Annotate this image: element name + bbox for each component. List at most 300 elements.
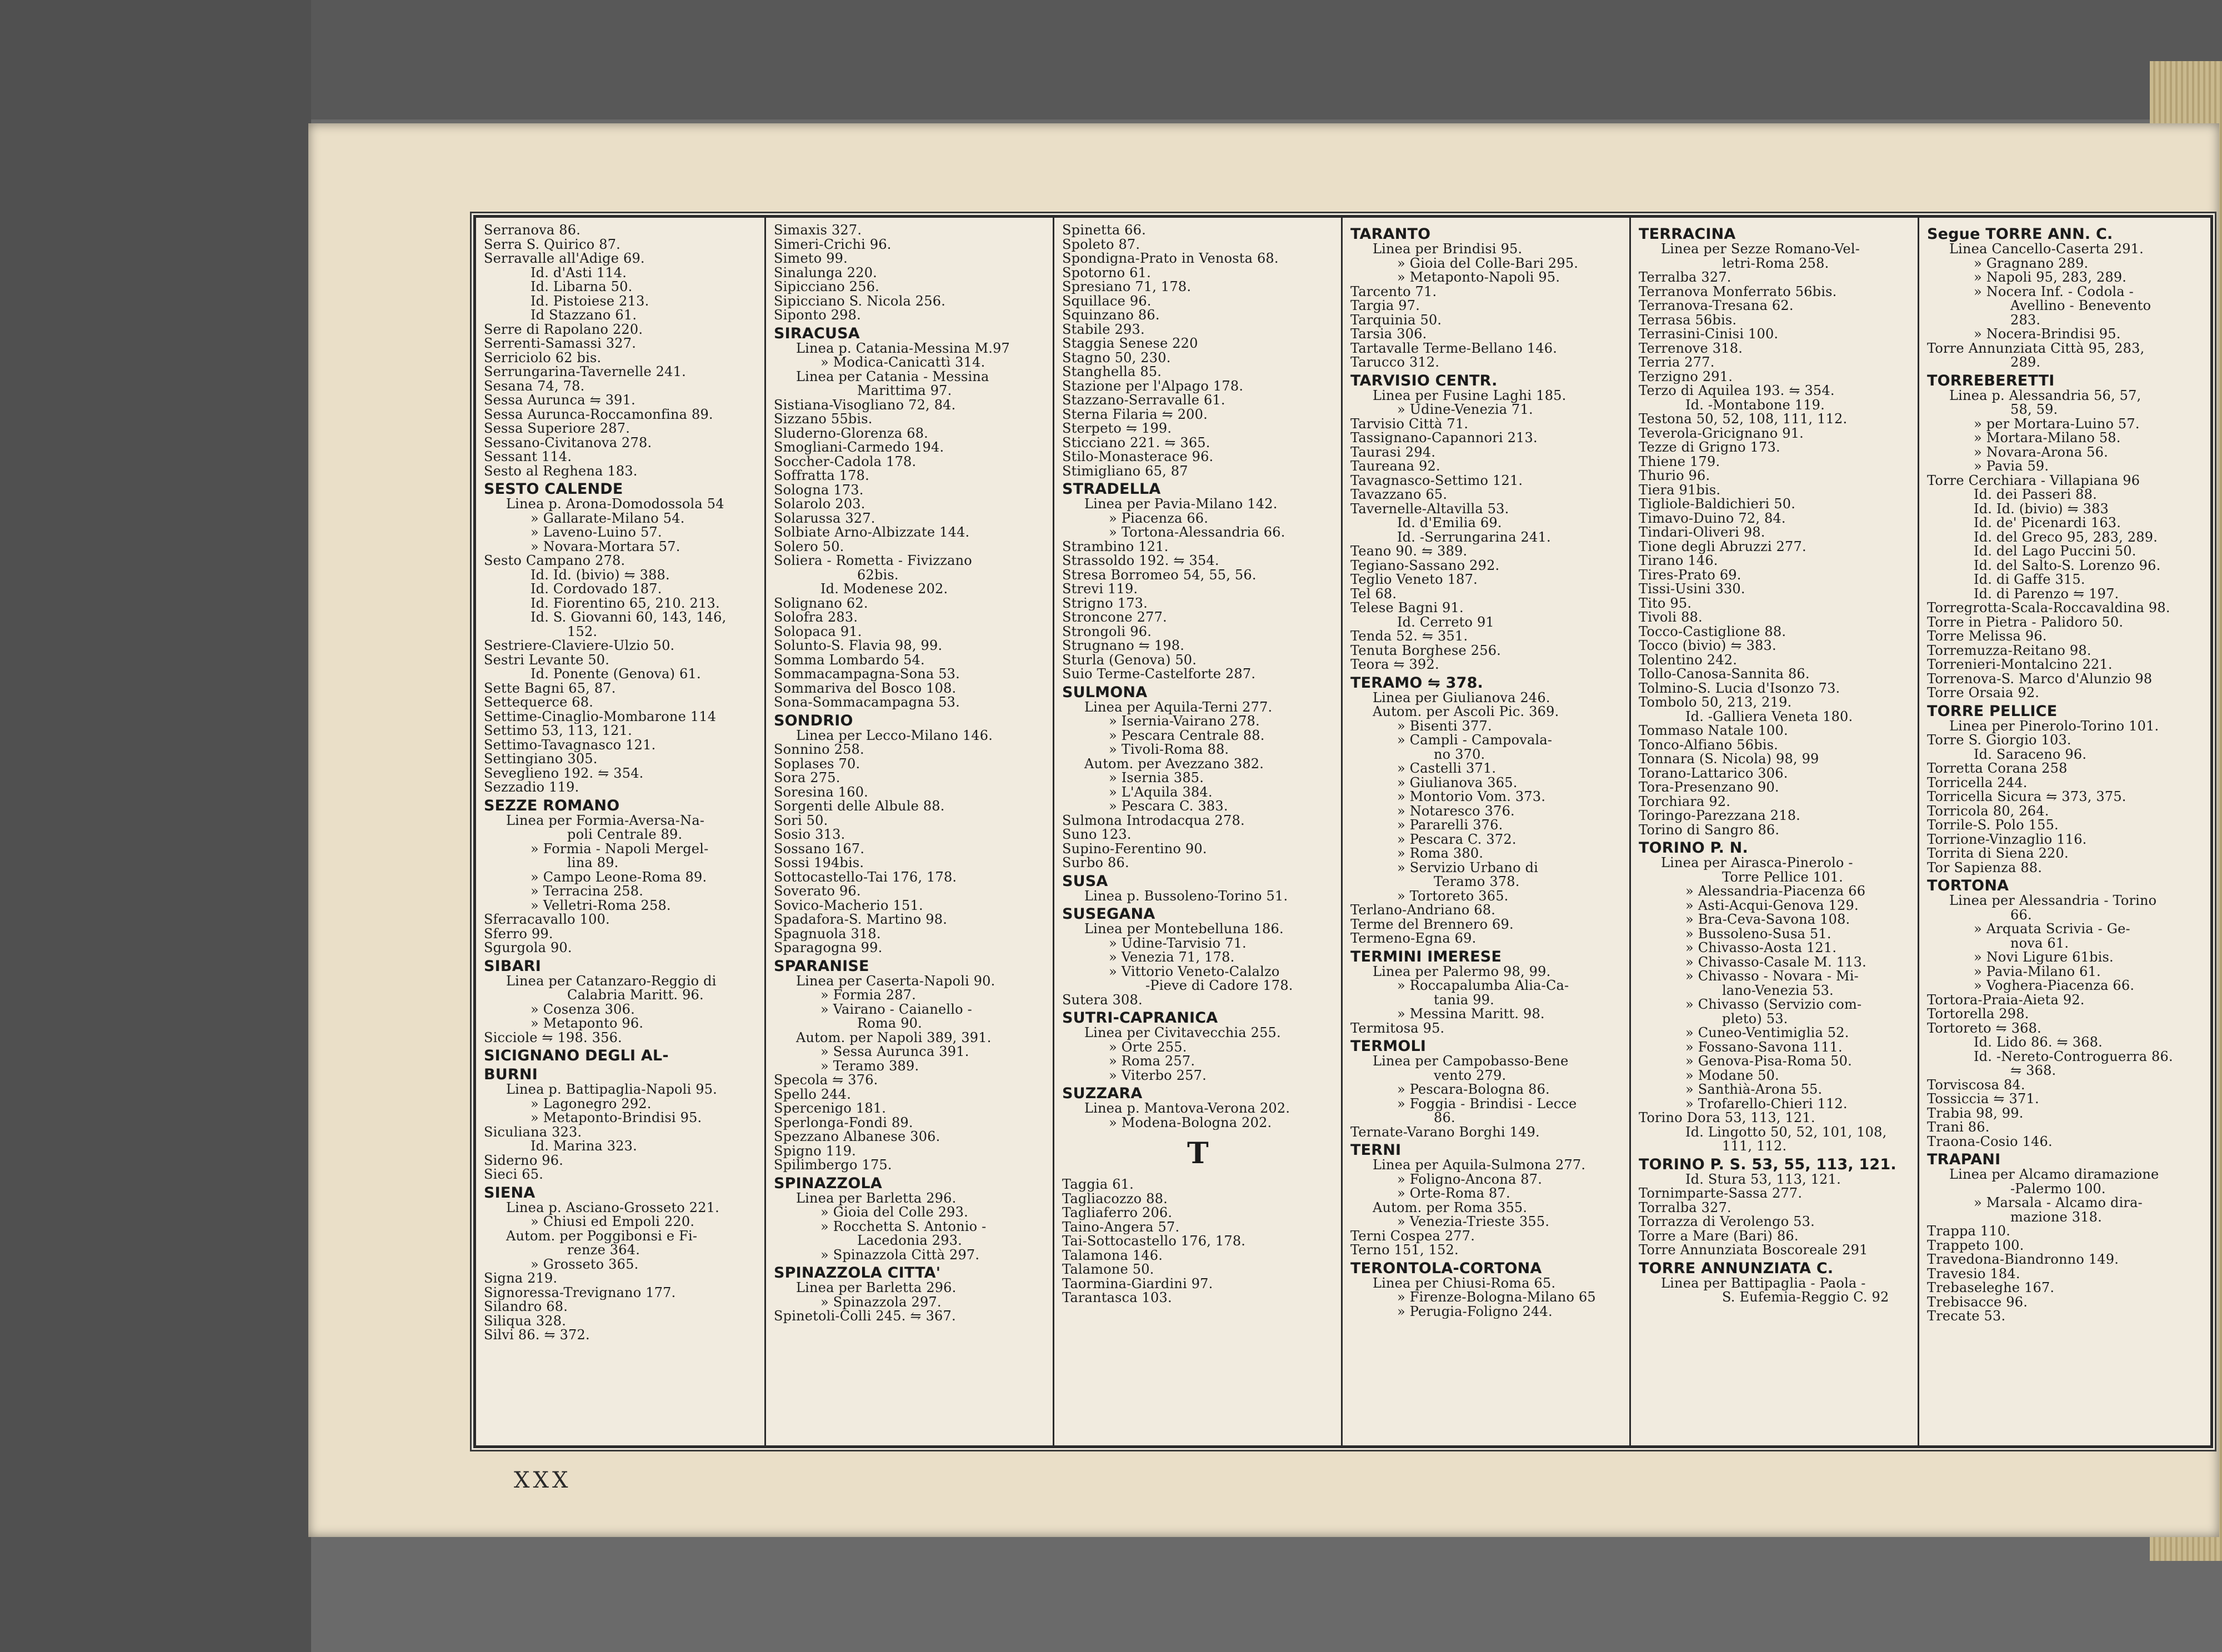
sub-entry: » Modena-Bologna 202. <box>1109 1115 1272 1130</box>
index-entry: Tito 95. <box>1639 596 1692 610</box>
sub-entry: » Metaponto 96. <box>531 1017 644 1031</box>
index-entry: Tenuta Borghese 256. <box>1350 643 1502 658</box>
background-top <box>0 0 2222 119</box>
index-entry: Torre S. Giorgio 103. <box>1927 733 2071 748</box>
sub-entry: Id. Fiorentino 65, 210. 213. <box>531 596 720 610</box>
sub-entry: Id. Pistoiese 213. <box>531 294 649 308</box>
continuation-line: Teramo 378. <box>1434 875 1520 889</box>
index-entry: Torregrotta-Scala-Roccavaldina 98. <box>1927 601 2170 615</box>
index-entry: Sterna Filaria ⇋ 200. <box>1062 407 1208 422</box>
index-entry: Spresiano 71, 178. <box>1062 280 1192 294</box>
sub-entry: » Udine-Tarvisio 71. <box>1109 936 1247 950</box>
continuation-line: lina 89. <box>567 856 619 870</box>
sub-entry: Id. -Serrungarina 241. <box>1397 530 1551 544</box>
index-entry: Terme del Brennero 69. <box>1350 917 1514 932</box>
line-entry: Linea per Formia-Aversa-Na- <box>506 813 705 828</box>
index-entry: Soverato 96. <box>774 884 861 899</box>
index-entry: Tenda 52. ⇋ 351. <box>1350 629 1468 644</box>
index-entry: Sicciole ⇋ 198. 356. <box>484 1030 622 1045</box>
index-entry: Spinetoli-Colli 245. ⇋ 367. <box>774 1309 956 1324</box>
line-entry: Linea per Civitavecchia 255. <box>1084 1026 1281 1040</box>
line-entry: Linea p. Bussoleno-Torino 51. <box>1084 889 1288 903</box>
sub-entry: » Bussoleno-Susa 51. <box>1685 927 1831 941</box>
line-entry: Linea per Aquila-Terni 277. <box>1084 700 1273 714</box>
index-entry: Thurio 96. <box>1639 469 1710 483</box>
line-entry: Linea per Barletta 296. <box>796 1281 957 1295</box>
index-entry: Sturla (Genova) 50. <box>1062 653 1197 667</box>
index-entry: Tarcento 71. <box>1350 284 1437 299</box>
sub-entry: » Chivasso-Casale M. 113. <box>1685 955 1866 969</box>
index-entry: Strigno 173. <box>1062 596 1148 610</box>
index-entry: Sipicciano 256. <box>774 280 879 294</box>
line-entry: Linea per Brindisi 95. <box>1373 242 1523 257</box>
continuation-line: Avellino - Benevento <box>2010 299 2151 313</box>
continuation-line: tania 99. <box>1434 993 1494 1007</box>
index-entry: Surbo 86. <box>1062 856 1129 870</box>
index-column-1 <box>476 218 764 1445</box>
sub-entry: » Fossano-Savona 111. <box>1685 1040 1843 1054</box>
section-heading: TERNI <box>1350 1142 1402 1158</box>
section-heading: SPINAZZOLA <box>774 1175 882 1192</box>
index-entry: Stazzano-Serravalle 61. <box>1062 393 1225 408</box>
index-entry: Squillace 96. <box>1062 294 1152 308</box>
index-entry: Strassoldo 192. ⇋ 354. <box>1062 554 1219 568</box>
sub-entry: » Rocchetta S. Antonio - <box>820 1219 987 1234</box>
sub-entry: » Terracina 258. <box>531 884 644 899</box>
line-entry: Linea per Battipaglia - Paola - <box>1661 1276 1866 1290</box>
sub-entry: » Mortara-Milano 58. <box>1974 431 2121 445</box>
sub-entry: » Velletri-Roma 258. <box>531 898 671 913</box>
section-heading: TORINO P. N. <box>1639 840 1748 856</box>
sub-entry: » Foligno-Ancona 87. <box>1397 1172 1543 1187</box>
index-entry: Timavo-Duino 72, 84. <box>1639 511 1786 525</box>
line-entry: Linea per Chiusi-Roma 65. <box>1373 1276 1556 1290</box>
sub-entry: » Asti-Acqui-Genova 129. <box>1685 898 1859 913</box>
section-heading: TORRE PELLICE <box>1927 703 2058 719</box>
index-entry: Sessano-Civitanova 278. <box>484 435 652 450</box>
index-entry: Tarsia 306. <box>1350 327 1427 342</box>
section-heading: TERRACINA <box>1639 226 1736 242</box>
index-entry: Solunto-S. Flavia 98, 99. <box>774 639 943 653</box>
index-column-3 <box>1053 218 1340 1445</box>
index-entry: Settingiano 305. <box>484 752 598 767</box>
continuation-line: mazione 318. <box>2010 1210 2102 1224</box>
index-entry: Solarolo 203. <box>774 497 865 512</box>
index-entry: Serrungarina-Tavernelle 241. <box>484 365 686 379</box>
sub-entry: » Orte-Roma 87. <box>1397 1187 1510 1201</box>
index-entry: Taurasi 294. <box>1350 445 1436 459</box>
continuation-line: renze 364. <box>567 1243 640 1258</box>
index-entry: Sferro 99. <box>484 927 553 941</box>
sub-entry: Id. Libarna 50. <box>531 280 633 294</box>
line-entry: Linea p. Battipaglia-Napoli 95. <box>506 1083 718 1097</box>
index-entry: Tigliole-Baldichieri 50. <box>1639 497 1796 512</box>
sub-entry: » Gragnano 289. <box>1974 256 2089 271</box>
continuation-line: S. Eufemia-Reggio C. 92 <box>1722 1290 1889 1305</box>
index-entry: Tortorella 298. <box>1927 1007 2029 1022</box>
index-entry: Spello 244. <box>774 1087 852 1102</box>
index-entry: Settimo 53, 113, 121. <box>484 724 632 738</box>
section-heading: TARVISIO CENTR. <box>1350 372 1498 389</box>
continuation-line: Lacedonia 293. <box>857 1234 963 1248</box>
page-folio: XXX <box>514 1468 572 1493</box>
index-entry: Serra S. Quirico 87. <box>484 237 621 252</box>
index-entry: Torviscosa 84. <box>1927 1078 2025 1092</box>
sub-entry: » Metaponto-Brindisi 95. <box>531 1111 702 1125</box>
index-entry: Sosio 313. <box>774 828 845 842</box>
sub-entry: » Orte 255. <box>1109 1040 1187 1054</box>
sub-entry: Id. Lingotto 50, 52, 101, 108, <box>1685 1125 1887 1139</box>
index-entry: Torremuzza-Reitano 98. <box>1927 643 2091 658</box>
index-entry: Siculiana 323. <box>484 1125 582 1139</box>
sub-entry: Id. Id. (bivio) ⇋ 383 <box>1974 502 2109 516</box>
index-entry: Tartavalle Terme-Bellano 146. <box>1350 341 1558 356</box>
line-entry: Linea per Alessandria - Torino <box>1949 894 2157 908</box>
continuation-line: 62bis. <box>857 568 899 582</box>
sub-entry: » Trofarello-Chieri 112. <box>1685 1097 1848 1111</box>
sub-entry: » Pescara C. 372. <box>1397 832 1517 847</box>
index-entry: Sgurgola 90. <box>484 941 572 955</box>
sub-entry: » Chiusi ed Empoli 220. <box>531 1215 695 1229</box>
index-entry: Seveglieno 192. ⇋ 354. <box>484 766 644 780</box>
index-entry: Stanghella 85. <box>1062 365 1162 379</box>
index-entry: Tocco (bivio) ⇋ 383. <box>1639 639 1776 653</box>
index-entry: Tires-Prato 69. <box>1639 568 1741 582</box>
sub-entry: Id. Saraceno 96. <box>1974 747 2087 762</box>
index-entry: Settimo-Tavagnasco 121. <box>484 738 656 752</box>
index-entry: Teglio Veneto 187. <box>1350 573 1478 587</box>
sub-entry: Id Stazzano 61. <box>531 308 637 323</box>
index-entry: Torre Annunziata Città 95, 283, <box>1927 341 2145 356</box>
index-entry: Targia 97. <box>1350 299 1420 313</box>
sub-entry: Id. del Salto-S. Lorenzo 96. <box>1974 558 2161 573</box>
line-entry: Linea per Aquila-Sulmona 277. <box>1373 1158 1586 1173</box>
section-heading: TORREBERETTI <box>1927 372 2055 389</box>
section-heading: SULMONA <box>1062 684 1148 700</box>
continuation-line: Torre Pellice 101. <box>1722 870 1843 884</box>
index-entry: Settequerce 68. <box>484 695 594 710</box>
index-entry: Staggia Senese 220 <box>1062 337 1198 351</box>
index-entry: Strongoli 96. <box>1062 624 1152 639</box>
index-entry: Tonco-Alfiano 56bis. <box>1639 738 1778 752</box>
sub-entry: » Servizio Urbano di <box>1397 860 1539 875</box>
index-entry: Serre di Rapolano 220. <box>484 322 643 337</box>
index-entry: Terralba 327. <box>1639 271 1731 285</box>
line-entry: Linea per Pinerolo-Torino 101. <box>1949 719 2159 733</box>
index-entry: Sistiana-Visogliano 72, 84. <box>774 398 956 412</box>
line-entry: Autom. per Avezzano 382. <box>1084 757 1264 771</box>
index-entry: Serranova 86. <box>484 223 581 238</box>
index-entry: Telese Bagni 91. <box>1350 601 1464 615</box>
sub-entry: » Metaponto-Napoli 95. <box>1397 271 1560 285</box>
index-entry: Tagliacozzo 88. <box>1062 1192 1168 1206</box>
sub-entry: » per Mortara-Luino 57. <box>1974 417 2140 431</box>
sub-entry: Id. di Parenzo ⇋ 197. <box>1974 587 2119 601</box>
section-heading: SIENA <box>484 1184 536 1201</box>
index-entry: Sessant 114. <box>484 450 572 464</box>
index-entry: Sesto Campano 278. <box>484 554 625 568</box>
index-entry: Terria 277. <box>1639 356 1715 370</box>
index-entry: Sonnino 258. <box>774 743 864 757</box>
line-entry: Linea per Caserta-Napoli 90. <box>796 974 995 988</box>
section-heading: STRADELLA <box>1062 481 1161 497</box>
sub-entry: » Formia 287. <box>820 988 916 1003</box>
index-entry: Tarquinia 50. <box>1350 313 1442 327</box>
index-entry: Torre Cerchiara - Villapiana 96 <box>1927 473 2140 488</box>
sub-entry: Id. del Greco 95, 283, 289. <box>1974 530 2158 544</box>
sub-entry: Id. Id. (bivio) ⇋ 388. <box>531 568 670 582</box>
continuation-line: lano-Venezia 53. <box>1722 983 1834 998</box>
index-entry: Tarantasca 103. <box>1062 1291 1172 1305</box>
index-entry: Strugnano ⇋ 198. <box>1062 639 1185 653</box>
index-entry: Terrasini-Cinisi 100. <box>1639 327 1779 342</box>
index-entry: Sori 50. <box>774 813 828 828</box>
index-entry: Tegiano-Sassano 292. <box>1350 558 1500 573</box>
index-entry: Torino Dora 53, 113, 121. <box>1639 1111 1815 1125</box>
index-entry: Stilo-Monasterace 96. <box>1062 450 1214 464</box>
sub-entry: » Marsala - Alcamo dira- <box>1974 1196 2143 1210</box>
line-entry: Linea p. Asciano-Grosseto 221. <box>506 1200 720 1215</box>
index-entry: Trappeto 100. <box>1927 1238 2024 1253</box>
line-entry: Linea p. Catania-Messina M.97 <box>796 341 1010 356</box>
index-entry: Simeri-Crichi 96. <box>774 237 892 252</box>
sub-entry: » Campo Leone-Roma 89. <box>531 870 707 884</box>
index-entry: Torricola 80, 264. <box>1927 804 2049 818</box>
line-entry: Linea per Fusine Laghi 185. <box>1373 388 1567 403</box>
section-heading: BURNI <box>484 1067 538 1083</box>
index-entry: Terzigno 291. <box>1639 369 1733 384</box>
sub-entry: Id. del Lago Puccini 50. <box>1974 544 2136 559</box>
index-entry: Solarussa 327. <box>774 511 875 525</box>
line-entry: Autom. per Roma 355. <box>1373 1200 1528 1215</box>
sub-entry: » Vairano - Caianello - <box>820 1002 972 1017</box>
index-entry: Serravalle all'Adige 69. <box>484 252 645 266</box>
line-entry: Autom. per Poggibonsi e Fi- <box>506 1229 698 1243</box>
index-entry: Teano 90. ⇋ 389. <box>1350 544 1468 559</box>
index-entry: Terrasa 56bis. <box>1639 313 1737 327</box>
index-entry: Tivoli 88. <box>1639 610 1703 625</box>
sub-entry: » Pararelli 376. <box>1397 818 1503 833</box>
line-entry: Linea per Airasca-Pinerolo - <box>1661 856 1853 870</box>
index-entry: Sette Bagni 65, 87. <box>484 681 616 695</box>
sub-entry: » Lagonegro 292. <box>531 1097 652 1111</box>
index-entry: Tione degli Abruzzi 277. <box>1639 539 1806 554</box>
sub-entry: Id. S. Giovanni 60, 143, 146, <box>531 610 727 625</box>
sub-entry: » Formia - Napoli Mergel- <box>531 842 709 856</box>
index-entry: Stazione per l'Alpago 178. <box>1062 379 1244 393</box>
index-entry: Terni Cospea 277. <box>1350 1229 1475 1243</box>
index-entry: Sora 275. <box>774 771 840 785</box>
sub-entry: » Chivasso - Novara - Mi- <box>1685 969 1859 984</box>
line-entry: Linea per Montebelluna 186. <box>1084 922 1284 937</box>
section-heading: SICIGNANO DEGLI AL- <box>484 1048 669 1064</box>
sub-entry: » Tortoreto 365. <box>1397 889 1509 903</box>
index-entry: Simaxis 327. <box>774 223 862 238</box>
index-entry: Sologna 173. <box>774 483 864 497</box>
continuation-line: pleto) 53. <box>1722 1012 1788 1026</box>
section-heading: TARANTO <box>1350 226 1431 242</box>
sub-entry: » Cosenza 306. <box>531 1002 635 1017</box>
line-entry: Autom. per Napoli 389, 391. <box>796 1030 992 1045</box>
section-heading: TERAMO ⇋ 378. <box>1350 674 1484 691</box>
index-entry: Torrile-S. Polo 155. <box>1927 818 2059 833</box>
index-entry: Tornimparte-Sassa 277. <box>1639 1187 1803 1201</box>
sub-entry: » Tivoli-Roma 88. <box>1109 743 1229 757</box>
index-entry: Siliqua 328. <box>484 1314 567 1328</box>
sub-entry: » Firenze-Bologna-Milano 65 <box>1397 1290 1596 1305</box>
index-entry: Tor Sapienza 88. <box>1927 860 2043 875</box>
sub-entry: » Cuneo-Ventimiglia 52. <box>1685 1026 1849 1040</box>
index-entry: Terranova-Tresana 62. <box>1639 299 1794 313</box>
sub-entry: » Laveno-Luino 57. <box>531 525 662 540</box>
line-entry: Linea per Barletta 296. <box>796 1191 957 1205</box>
index-entry: Terno 151, 152. <box>1350 1243 1459 1258</box>
continuation-line: 86. <box>1434 1111 1455 1125</box>
section-heading: SPINAZZOLA CITTA' <box>774 1265 941 1281</box>
sub-entry: » Venezia-Trieste 355. <box>1397 1215 1550 1229</box>
continuation-line: -Pieve di Cadore 178. <box>1145 979 1293 993</box>
index-entry: Sommacampagna-Sona 53. <box>774 667 960 682</box>
index-entry: Tombolo 50, 213, 219. <box>1639 695 1792 710</box>
line-entry: Linea p. Alessandria 56, 57, <box>1949 388 2141 403</box>
continuation-line: -Palermo 100. <box>2010 1182 2106 1196</box>
sub-entry: Id. -Galliera Veneta 180. <box>1685 709 1853 724</box>
line-entry: Autom. per Ascoli Pic. 369. <box>1373 705 1559 719</box>
continuation-line: 152. <box>567 624 598 639</box>
sub-entry: » Gallarate-Milano 54. <box>531 511 685 525</box>
index-entry: Trebisacce 96. <box>1927 1295 2028 1309</box>
sub-entry: » Genova-Pisa-Roma 50. <box>1685 1054 1852 1069</box>
sub-entry: Id. di Gaffe 315. <box>1974 573 2085 587</box>
index-entry: Torre Orsaia 92. <box>1927 686 2040 700</box>
index-entry: Teverola-Gricignano 91. <box>1639 426 1804 440</box>
sub-entry: » Arquata Scrivia - Ge- <box>1974 922 2130 937</box>
sub-entry: Id. Ponente (Genova) 61. <box>531 667 701 682</box>
index-entry: Torralba 327. <box>1639 1200 1731 1215</box>
sub-entry: » Pavia 59. <box>1974 459 2049 474</box>
continuation-line: nova 61. <box>2010 936 2069 950</box>
index-entry: Tissi-Usini 330. <box>1639 582 1745 597</box>
sub-entry: » Castelli 371. <box>1397 762 1497 776</box>
index-entry: Signoressa-Trevignano 177. <box>484 1285 676 1300</box>
index-entry: Tonnara (S. Nicola) 98, 99 <box>1639 752 1819 767</box>
index-entry: Sulmona Introdacqua 278. <box>1062 813 1245 828</box>
index-entry: Sestri Levante 50. <box>484 653 610 667</box>
sub-entry: » Campli - Campovala- <box>1397 733 1553 748</box>
index-entry: Tortoreto ⇋ 368. <box>1927 1021 2041 1035</box>
index-entry: Torre Melissa 96. <box>1927 629 2047 644</box>
sub-entry: » Novara-Mortara 57. <box>531 539 680 554</box>
sub-entry: » Foggia - Brindisi - Lecce <box>1397 1097 1577 1111</box>
sub-entry: » Notaresco 376. <box>1397 804 1515 818</box>
section-heading: SIRACUSA <box>774 325 860 342</box>
section-heading: TRAPANI <box>1927 1152 2001 1168</box>
sub-entry: » Chivasso (Servizio com- <box>1685 998 1862 1012</box>
background-left <box>0 0 311 1652</box>
index-entry: Sparagogna 99. <box>774 941 883 955</box>
sub-entry: Id. de' Picenardi 163. <box>1974 516 2121 530</box>
index-entry: Ternate-Varano Borghi 149. <box>1350 1125 1540 1139</box>
index-entry: Siponto 298. <box>774 308 861 323</box>
index-entry: Sestriere-Claviere-Ulzio 50. <box>484 639 675 653</box>
index-entry: Sossano 167. <box>774 842 865 856</box>
index-entry: Traona-Cosio 146. <box>1927 1134 2053 1149</box>
index-entry: Spigno 119. <box>774 1144 857 1158</box>
section-heading: SUSA <box>1062 873 1108 889</box>
index-entry: Silandro 68. <box>484 1300 568 1314</box>
index-entry: Tindari-Oliveri 98. <box>1639 525 1765 540</box>
sub-entry: Id. Stura 53, 113, 121. <box>1685 1172 1841 1187</box>
sub-entry: » Roma 257. <box>1109 1054 1195 1069</box>
continuation-line: 283. <box>2010 313 2041 327</box>
sub-entry: » Roma 380. <box>1397 847 1484 861</box>
index-entry: Tortora-Praia-Aieta 92. <box>1927 993 2085 1007</box>
sub-entry: » Chivasso-Aosta 121. <box>1685 941 1837 955</box>
continuation-line: no 370. <box>1434 747 1485 762</box>
index-entry: Sovico-Macherio 151. <box>774 898 923 913</box>
index-entry: Taino-Angera 57. <box>1062 1220 1180 1234</box>
index-entry: Signa 219. <box>484 1271 558 1286</box>
sub-entry: Id. Lido 86. ⇋ 368. <box>1974 1035 2103 1050</box>
index-entry: Termitosa 95. <box>1350 1021 1445 1035</box>
sub-entry: » Venezia 71, 178. <box>1109 950 1235 965</box>
index-entry: Tiera 91bis. <box>1639 483 1721 497</box>
sub-entry: » Viterbo 257. <box>1109 1068 1207 1083</box>
index-entry: Torrazza di Verolengo 53. <box>1639 1215 1815 1229</box>
index-entry: Tolmino-S. Lucia d'Isonzo 73. <box>1639 681 1840 695</box>
index-entry: Sipicciano S. Nicola 256. <box>774 294 946 308</box>
line-entry: Linea per Campobasso-Bene <box>1373 1054 1569 1069</box>
index-entry: Tavagnasco-Settimo 121. <box>1350 473 1523 488</box>
index-entry: Toringo-Parezzana 218. <box>1639 809 1801 823</box>
section-heading: TORRE ANNUNZIATA C. <box>1639 1260 1834 1276</box>
index-entry: Torre Annunziata Boscoreale 291 <box>1639 1243 1868 1258</box>
index-entry: Spezzano Albanese 306. <box>774 1130 940 1144</box>
index-entry: Sferracavallo 100. <box>484 913 610 927</box>
index-frame <box>473 215 2213 1448</box>
index-entry: Squinzano 86. <box>1062 308 1160 323</box>
line-entry: Linea per Sezze Romano-Vel- <box>1661 242 1860 257</box>
line-entry: Linea per Catania - Messina <box>796 369 989 384</box>
line-entry: Linea p. Mantova-Verona 202. <box>1084 1102 1290 1116</box>
index-entry: Sessa Aurunca ⇋ 391. <box>484 393 635 408</box>
index-entry: Tavernelle-Altavilla 53. <box>1350 502 1509 516</box>
section-heading: TERONTOLA-CORTONA <box>1350 1260 1542 1276</box>
index-entry: Strambino 121. <box>1062 539 1169 554</box>
sub-entry: » Modane 50. <box>1685 1068 1779 1083</box>
index-entry: Settime-Cinaglio-Mombarone 114 <box>484 709 717 724</box>
sub-entry: » Modica-Canicattì 314. <box>820 356 985 370</box>
sub-entry: » L'Aquila 384. <box>1109 785 1213 799</box>
index-entry: Tossiccia ⇋ 371. <box>1927 1092 2039 1107</box>
index-entry: Spoleto 87. <box>1062 237 1140 252</box>
index-entry: Taormina-Giardini 97. <box>1062 1276 1213 1291</box>
section-heading: SESTO CALENDE <box>484 481 623 497</box>
index-entry: Tirano 146. <box>1639 554 1718 568</box>
sub-entry: » Sessa Aurunca 391. <box>820 1045 969 1059</box>
section-heading: Segue TORRE ANN. C. <box>1927 226 2113 242</box>
index-entry: Sutera 308. <box>1062 993 1143 1007</box>
sub-entry: Id. dei Passeri 88. <box>1974 488 2097 502</box>
sub-entry: » Vittorio Veneto-Calalzo <box>1109 964 1280 979</box>
continuation-line: ⇋ 368. <box>2010 1064 2056 1078</box>
index-entry: Trabia 98, 99. <box>1927 1106 2024 1120</box>
index-entry: Talamona 146. <box>1062 1248 1163 1263</box>
sub-entry: Id. -Nereto-Controguerra 86. <box>1974 1049 2173 1064</box>
sub-entry: » Isernia-Vairano 278. <box>1109 714 1260 729</box>
index-entry: Stabile 293. <box>1062 322 1145 337</box>
continuation-line: 289. <box>2010 356 2041 370</box>
